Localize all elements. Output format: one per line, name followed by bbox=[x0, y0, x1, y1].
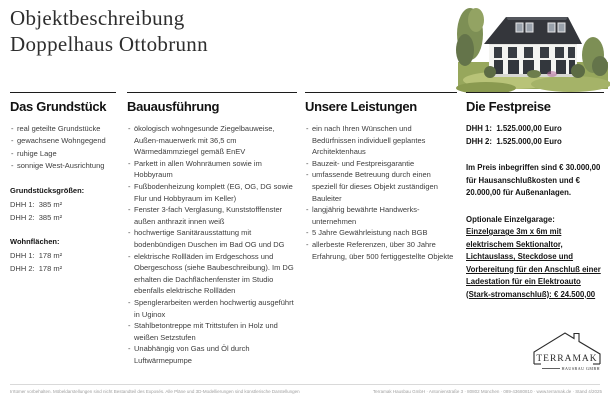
section-leistungen bbox=[305, 92, 457, 262]
plot-sizes-label: Grundstücksgrößen: bbox=[10, 185, 85, 195]
section-grundstueck bbox=[10, 92, 116, 275]
leistungen-heading: Unsere Leistungen bbox=[305, 99, 417, 114]
list-item: - ruhige Lage bbox=[10, 148, 116, 160]
list-item: - Unabhängig von Gas und Öl durch Luftwärmepumpe bbox=[127, 343, 297, 366]
living-area-row: DHH 2: 178 m² bbox=[10, 263, 63, 273]
footer-company-line bbox=[342, 389, 602, 395]
list-item: - real geteilte Grundstücke bbox=[10, 123, 116, 135]
grundstueck-bullet-list bbox=[10, 123, 116, 173]
list-item: - langjährig bewährte Handwerks-unternehmen bbox=[305, 204, 457, 227]
page-title bbox=[10, 5, 208, 57]
festpreise-heading: Die Festpreise bbox=[466, 99, 551, 114]
grundstueck-heading: Das Grundstück bbox=[10, 99, 107, 114]
leistungen-bullet-list bbox=[305, 123, 457, 262]
page-title-line1: Objektbeschreibung bbox=[10, 6, 185, 30]
price-row-dhh2: DHH 2: 1.525.000,00 Euro bbox=[466, 136, 562, 146]
list-item: - Spenglerarbeiten werden hochwertig ausgeführt in Uginox bbox=[127, 297, 297, 320]
list-item: - gewachsene Wohngegend bbox=[10, 135, 116, 147]
list-item: - 5 Jahre Gewährleistung nach BGB bbox=[305, 227, 457, 239]
footer-website-link[interactable]: www.terramak.de bbox=[536, 389, 572, 394]
list-item: - ökologisch wohngesunde Ziegelbauweise, Außen-mauerwerk mit 36,5 cm Wärmedämmziegel gemäß EnEV bbox=[127, 123, 297, 158]
garage-option-label: Optionale Einzelgarage: bbox=[466, 214, 555, 224]
list-item: - sonnige West-Ausrichtung bbox=[10, 160, 116, 172]
bauausfuehrung-bullet-list bbox=[127, 123, 297, 366]
price-row-dhh1: DHH 1: 1.525.000,00 Euro bbox=[466, 124, 562, 133]
logo-wordmark: TERRAMAK bbox=[536, 354, 598, 364]
list-item: - umfassende Betreuung durch einen speziell für dieses Objekt zuständigen Bauleiter bbox=[305, 169, 457, 204]
section-bauausfuehrung bbox=[127, 92, 297, 366]
plot-size-row: DHH 2: 385 m² bbox=[10, 212, 63, 222]
logo-subtitle: HAUSBAU GMBH bbox=[561, 366, 600, 371]
section-festpreise bbox=[466, 92, 604, 301]
house-render-svg bbox=[456, 0, 610, 93]
list-item: - hochwertige Sanitärausstattung mit bodenbündigen Duschen im Bad OG und DG bbox=[127, 227, 297, 250]
living-area-label: Wohnflächen: bbox=[10, 236, 60, 246]
living-area-row: DHH 1: 178 m² bbox=[10, 250, 63, 260]
list-item: - ein nach Ihren Wünschen und Bedürfnissen individuell geplantes Architektenhaus bbox=[305, 123, 457, 158]
list-item: - Bauzeit- und Festpreisgarantie bbox=[305, 158, 457, 170]
list-item: - Fenster 3-fach Verglasung, Kunststofffenster außen anthrazit innen weiß bbox=[127, 204, 297, 227]
list-item: - Parkett in allen Wohnräumen sowie im Hobbyraum bbox=[127, 158, 297, 181]
list-item: - allerbeste Referenzen, über 30 Jahre Erfahrung, über 500 fertiggestellte Objekte bbox=[305, 239, 457, 262]
list-item: - Stahlbetontreppe mit Trittstufen in Holz und weißen Setzstufen bbox=[127, 320, 297, 343]
footer-disclaimer: Irrtümer vorbehalten. Möbeldarstellungen sind nicht Bestandteil des Exposés. Alle Pläne und 3D-Modellierungen sind künstlerische Darstellungen bbox=[10, 389, 300, 394]
garage-option-text: Einzelgarage 3m x 6m mit elektrischem Sektionaltor, Lichtauslass, Steckdose und Vorbereitung für den Anschluß einer Ladestation für ein Elektroauto (Stark-stromanschluß): € 24.500,00 bbox=[466, 227, 601, 299]
bauausfuehrung-heading: Bauausführung bbox=[127, 99, 220, 114]
price-included-note: Im Preis inbegriffen sind € 30.000,00 für Hausanschlußkosten und € 20.000,00 für Außenanlagen. bbox=[466, 163, 601, 197]
list-item: - Fußbodenheizung komplett (EG, OG, DG sowie Flur und Hobbyraum im Keller) bbox=[127, 181, 297, 204]
list-item: - elektrische Rollläden im Erdgeschoss und Obergeschoss (siehe Baubeschreibung). Im DG erhalten die Dachflächenfenster im Studio ebenfalls elektrische Rollläden bbox=[127, 251, 297, 297]
footer-stand: · Stand 4/2025 bbox=[571, 389, 602, 394]
plot-size-row: DHH 1: 385 m² bbox=[10, 199, 63, 209]
terramak-logo bbox=[528, 331, 606, 381]
house-render-image bbox=[456, 0, 610, 93]
footer-divider bbox=[10, 384, 600, 385]
page-title-line2: Doppelhaus Ottobrunn bbox=[10, 32, 208, 56]
footer-company: Terramak Hausbau GmbH · Antonienstraße 3 · 80802 München · 089-43680810 · bbox=[372, 389, 537, 394]
